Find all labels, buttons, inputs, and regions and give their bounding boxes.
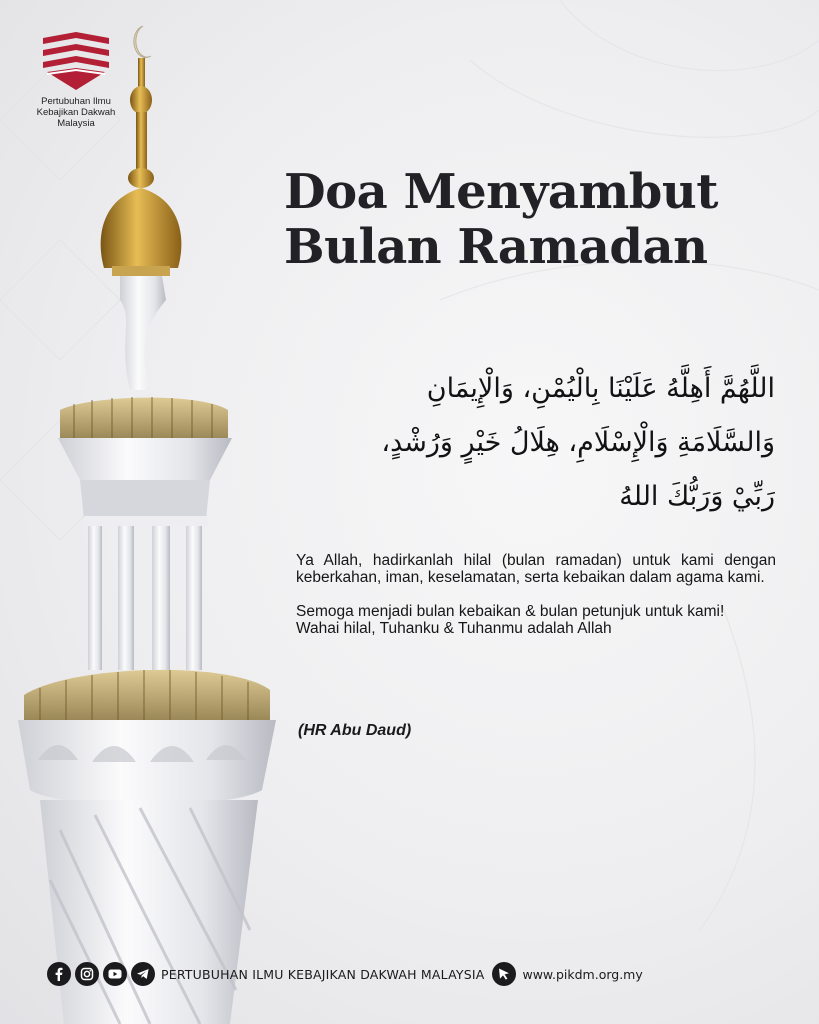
arabic-line2: وَالسَّلَامَةِ وَالْإِسْلَامِ، هِلَالُ خَيْرٍ وَرُشْدٍ، [381,427,775,458]
arabic-prayer [315,362,775,524]
logo-text-line2: Kebajikan Dakwah [36,107,116,118]
prayer-translation [296,552,776,637]
arabic-line3: رَبِّيْ وَرَبُّكَ اللهُ [619,481,775,512]
arabic-line1: اللَّهُمَّ أَهِلَّهُ عَلَيْنَا بِالْيُمْنِ، وَالْإِيمَانِ [426,373,775,404]
hilal-text: Wahai hilal, Tuhanku & Tuhanmu adalah Allah [296,620,612,637]
hadith-source: (HR Abu Daud) [298,722,412,739]
facebook-icon[interactable] [47,962,71,986]
title-line2: Bulan Ramadan [284,219,708,275]
logo-text-line3: Malaysia [57,118,95,129]
logo-text-line1: Pertubuhan Ilmu [41,96,111,107]
telegram-icon[interactable] [131,962,155,986]
youtube-icon[interactable] [103,962,127,986]
instagram-icon[interactable] [75,962,99,986]
page-title [284,165,718,275]
translation-paragraph: Ya Allah, hadirkanlah hilal (bulan ramadan) untuk kami dengan keberkahan, iman, keselamatan, serta kebaikan dalam agama kami. [296,552,776,586]
footer-bar [47,961,777,987]
organization-logo [26,32,126,129]
footer-organization-name: PERTUBUHAN ILMU KEBAJIKAN DAKWAH MALAYSIA [161,966,485,982]
social-links [47,962,155,986]
pikdm-logo-icon [39,32,113,90]
title-line1: Doa Menyambut [284,164,718,220]
cursor-icon [492,962,516,986]
website-link[interactable]: www.pikdm.org.my [522,966,643,982]
wish-text: Semoga menjadi bulan kebaikan & bulan petunjuk untuk kami! [296,603,725,620]
